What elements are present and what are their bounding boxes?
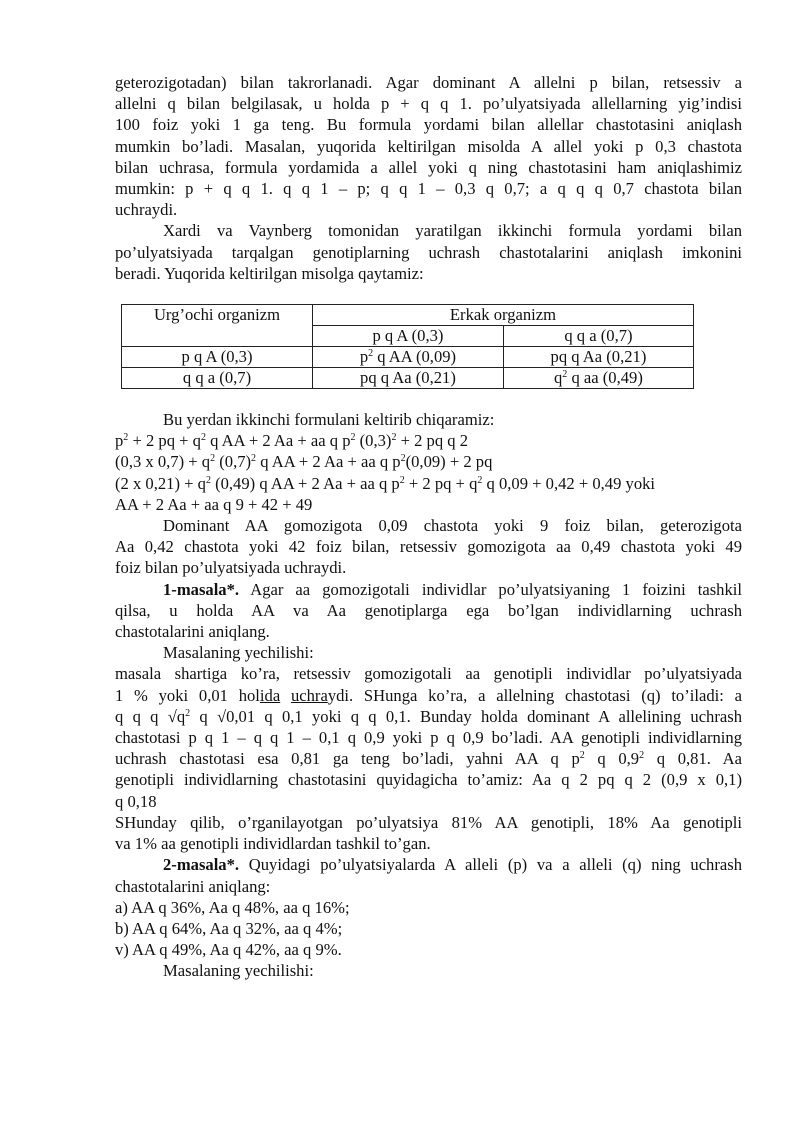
cell-aa-hetero-1: pq q Aa (0,21) [503, 347, 693, 368]
text-line: chastotalarini aniqlang: [115, 876, 271, 896]
row-label-a-small: q q a (0,7) [122, 368, 313, 389]
paragraph-second-formula [115, 409, 742, 515]
text-line: allelni q bilan belgilasak, u holda p + q q 1. po’ulyatsiyada allellarning yig’indisi [115, 94, 742, 114]
text-line: mumkin bo’ladi. Masalan, yuqorida keltirilgan misolda A allel yoki p 0,3 chastota [115, 136, 742, 156]
text-line: SHunday qilib, o’rganilayotgan po’ulyatsiya 81% AA genotipli, 18% Aa genotipli [115, 812, 742, 832]
text-line: geterozigotadan) bilan takrorlanadi. Agar dominant A allelni p bilan, retsessiv a [115, 73, 742, 92]
row-label-a: p q A (0,3) [122, 347, 313, 368]
text-line: Xardi va Vaynberg tomonidan yaratilgan ikkinchi formula yordami bilan [163, 221, 742, 241]
female-header: Urg’ochi organizm [122, 305, 313, 347]
problem-2-title: 2-masala*. [163, 855, 240, 875]
text-line: genotipli individlarning chastotasini quyidagicha to’amiz: Aa q 2 pq q 2 (0,9 x 0,1) [115, 770, 742, 790]
problem-1 [115, 579, 742, 855]
cell-aa-hetero-2: pq q Aa (0,21) [313, 368, 504, 389]
text-line: q 0,18 [115, 791, 157, 811]
list-item: v) AA q 49%, Aa q 42%, aa q 9%. [115, 940, 342, 960]
text-line: chastotasi p q 1 – q q 1 – 0,1 q 0,9 yoki p q 0,9 bo’ladi. AA genotipli individlarning [115, 728, 742, 748]
paragraph-allele-formula [115, 72, 742, 220]
cell-aa-recessive: $q^2$ q aa (0,49) [503, 368, 693, 389]
text-line: chastotalarini aniqlang. [115, 622, 270, 642]
text-line: 1 % yoki 0,01 holida uchraydi. SHunga ko’ra, a allelning chastotasi (q) to’iladi: a [115, 685, 742, 705]
problem-2 [115, 854, 742, 981]
solution-heading: Masalaning yechilishi: [163, 643, 314, 663]
list-item: a) AA q 36%, Aa q 48%, aa q 16%; [115, 897, 350, 917]
document-page [115, 72, 742, 982]
text-line: va 1% aa genotipli individlardan tashkil to’gan. [115, 834, 431, 854]
text-line: 1-masala*. Agar aa gomozigotali individlar po’ulyatsiyaning 1 foizini tashkil [163, 579, 742, 599]
text-line: 100 foiz yoki 1 ga teng. Bu formula yordami bilan allellar chastotasini aniqlash [115, 115, 742, 135]
list-item: b) AA q 64%, Aa q 32%, aa q 4%; [115, 918, 343, 938]
text-line: Dominant AA gomozigota 0,09 chastota yoki 9 foiz bilan, geterozigota [163, 516, 742, 536]
formula-line: AA + 2 Aa + aa q 9 + 42 + 49 [115, 494, 313, 514]
formula-line: $p^2 + 2$ pq + $q^2$ q AA + 2 Aa + aa q $p^2$ $(0,3)^2 + 2$ pq q 2 [115, 431, 469, 451]
text-line: Bu yerdan ikkinchi formulani keltirib chiqaramiz: [163, 410, 495, 430]
male-col-a: p q A (0,3) [313, 326, 504, 347]
formula-line: (0,3 x $0,7) + q^2$ $(0,7)^2$ q AA + 2 Aa + aa q $p^2(0,09) + 2$ pq [115, 452, 493, 472]
solution-heading: Masalaning yechilishi: [163, 961, 314, 981]
problem-1-title: 1-masala*. [163, 579, 240, 599]
text-line: Aa 0,42 chastota yoki 42 foiz bilan, retsessiv gomozigota aa 0,49 chastota yoki 49 [115, 537, 742, 557]
text-line: uchraydi. [115, 200, 178, 220]
male-header: Erkak organizm [313, 305, 694, 326]
text-line: mumkin: p + q q 1. q q 1 – p; q q 1 – 0,3 q 0,7; a q q q 0,7 chastota bilan [115, 179, 742, 199]
genotype-table [121, 304, 694, 389]
formula-line: (2 x $0,21) + q^2$ (0,49) q AA + 2 Aa + aa q $p^2 + 2$ pq + $q^2$ q 0,09 + 0,42 + 0,49 yoki [115, 473, 656, 493]
text-line: foiz bilan po’ulyatsiyada uchraydi. [115, 558, 347, 578]
text-line: 2-masala*. Quyidagi po’ulyatsiyalarda A alleli (p) va a alleli (q) ning uchrash [163, 855, 742, 875]
text-line: uchrash chastotasi esa 0,81 ga teng bo’ladi, yahni AA q $p^2$ q $0,9^2$ q 0,81. Aa [115, 749, 742, 769]
text-line: po’ulyatsiyada tarqalgan genotiplarning uchrash chastotalarini aniqlash imkonini [115, 242, 742, 262]
paragraph-hardy-weinberg [115, 220, 742, 284]
paragraph-result [115, 515, 742, 579]
text-line: beradi. Yuqorida keltirilgan misolga qaytamiz: [115, 263, 424, 283]
text-line: masala shartiga ko’ra, retsessiv gomozigotali aa genotipli individlar po’ulyatsiyada [115, 664, 742, 684]
text-line: bilan uchrasa, formula yordamida a allel yoki q ning chastotasini ham aniqlashimiz [115, 157, 742, 177]
cell-aa-dominant: $p^2$ q AA (0,09) [313, 347, 504, 368]
text-line: qilsa, u holda AA va Aa genotiplarga ega bo’lgan individlarning uchrash [115, 600, 742, 620]
male-col-a-small: q q a (0,7) [503, 326, 693, 347]
text-line: q q q $√q^2$ q √0,01 q 0,1 yoki q q 0,1. Bunday holda dominant A allelining uchrash [115, 706, 743, 726]
